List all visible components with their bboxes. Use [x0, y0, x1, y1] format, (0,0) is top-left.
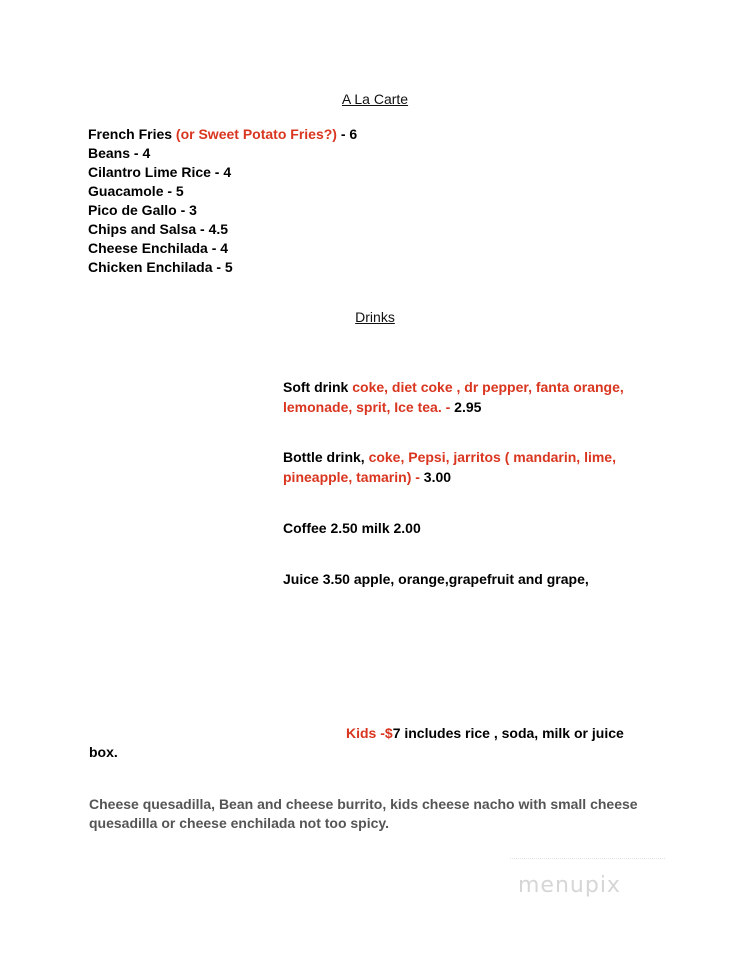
- bottle-drink-entry: Bottle drink, coke, Pepsi, jarritos ( mandarin, lime, pineapple, tamarin) - 3.00: [283, 449, 616, 485]
- list-item: Cilantro Lime Rice - 4: [88, 164, 232, 180]
- menupix-watermark: [510, 858, 665, 908]
- kids-menu-items: Cheese quesadilla, Bean and cheese burrito, kids cheese nacho with small cheese quesadilla or cheese enchilada not too spicy.: [89, 796, 638, 831]
- list-item: Beans - 4: [88, 145, 151, 161]
- juice-entry: Juice 3.50 apple, orange,grapefruit and grape,: [283, 571, 589, 587]
- kids-menu-continuation: box.: [89, 744, 118, 760]
- a-la-carte-list: [88, 125, 357, 277]
- list-item: Pico de Gallo - 3: [88, 202, 197, 218]
- list-item: Chicken Enchilada - 5: [88, 259, 233, 275]
- list-item: Chips and Salsa - 4.5: [88, 221, 229, 237]
- list-item: French Fries (or Sweet Potato Fries?) - 6: [88, 126, 358, 142]
- kids-menu-line: Kids -$7 includes rice , soda, milk or juice: [346, 725, 624, 741]
- a-la-carte-heading: A La Carte: [341, 91, 409, 107]
- kids-label: Kids -$: [346, 725, 393, 741]
- coffee-entry: Coffee 2.50 milk 2.00: [283, 520, 421, 536]
- watermark-logo-text: menupix: [518, 873, 621, 898]
- drinks-heading: Drinks: [355, 309, 395, 325]
- list-item: Cheese Enchilada - 4: [88, 240, 229, 256]
- soft-drink-entry: Soft drink coke, diet coke , dr pepper, fanta orange, lemonade, sprit, Ice tea. - 2.95: [283, 379, 624, 415]
- list-item: Guacamole - 5: [88, 183, 184, 199]
- watermark-divider: [510, 858, 665, 859]
